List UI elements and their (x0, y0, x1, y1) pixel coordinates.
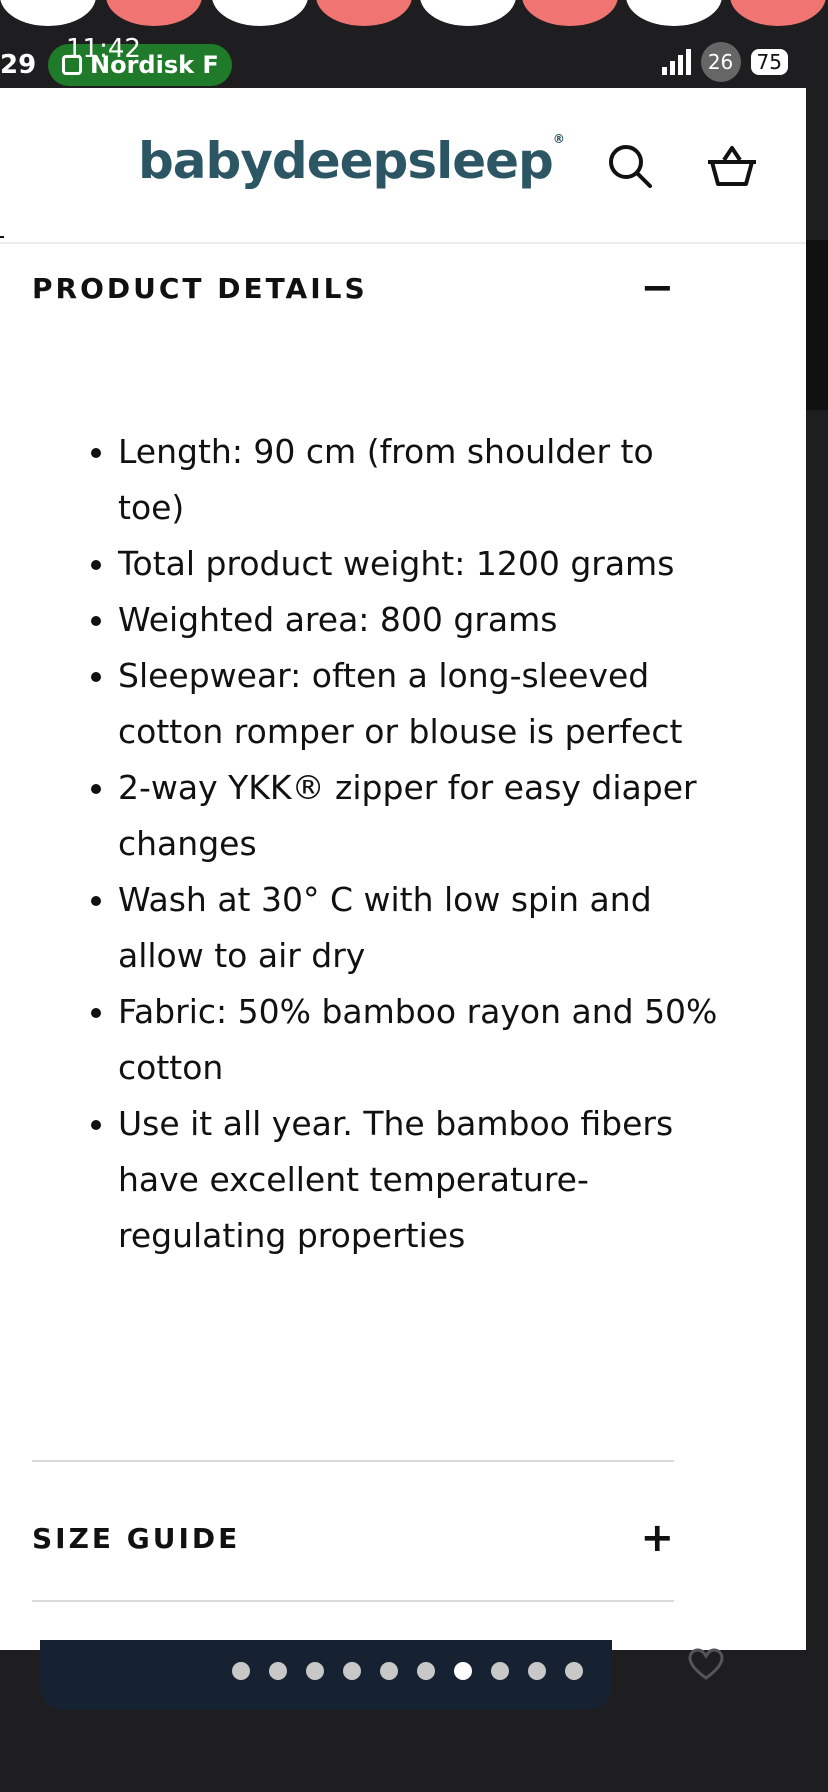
story-circle[interactable] (420, 0, 516, 26)
product-details-list (80, 424, 718, 1264)
product-details-title: PRODUCT DETAILS (32, 271, 368, 305)
carousel-dot[interactable] (491, 1662, 509, 1680)
status-clock: 11:42 (66, 34, 141, 64)
wifi-badge: 26 (701, 42, 741, 82)
list-item: • 2-way YKK® zipper for easy diaper changes (118, 760, 718, 872)
list-item: • Fabric: 50% bamboo rayon and 50% cotton (118, 984, 718, 1096)
carousel-dot[interactable] (343, 1662, 361, 1680)
list-item: • Total product weight: 1200 grams (118, 536, 718, 592)
story-circles (0, 0, 828, 26)
list-item: • Sleepwear: often a long-sleeved cotton romper or blouse is perfect (118, 648, 718, 760)
status-icons (662, 42, 788, 82)
size-guide-header[interactable] (32, 1508, 674, 1568)
logo-mark: ® (552, 132, 564, 146)
search-icon (606, 142, 654, 190)
notification-text: Nordisk F (90, 51, 219, 79)
status-bar (0, 34, 828, 90)
collapse-icon[interactable]: − (640, 265, 674, 311)
carousel-dot[interactable] (565, 1662, 583, 1680)
list-item: • Weighted area: 800 grams (118, 592, 718, 648)
basket-button[interactable] (704, 138, 760, 194)
story-circle[interactable] (106, 0, 202, 26)
list-item: • Wash at 30° C with low spin and allow to air dry (118, 872, 718, 984)
story-circle[interactable] (316, 0, 412, 26)
status-time-left: 29 (0, 50, 37, 80)
background-edge (806, 240, 828, 410)
story-circle[interactable] (522, 0, 618, 26)
carousel-dot[interactable] (454, 1662, 472, 1680)
list-item: • Use it all year. The bamboo fibers have excellent temperature-regulating properties (118, 1096, 718, 1264)
divider (32, 1600, 674, 1602)
story-circle[interactable] (626, 0, 722, 26)
size-guide-section (32, 1508, 674, 1568)
product-details-header[interactable] (32, 258, 674, 318)
divider (32, 1460, 674, 1462)
list-item: • Length: 90 cm (from shoulder to toe) (118, 424, 718, 536)
site-logo[interactable] (138, 132, 564, 190)
site-header (0, 88, 806, 244)
basket-icon (706, 142, 758, 190)
story-circle[interactable] (730, 0, 826, 26)
carousel-dots (232, 1662, 583, 1680)
product-panel (0, 88, 806, 1650)
story-circle[interactable] (212, 0, 308, 26)
carousel-dot[interactable] (269, 1662, 287, 1680)
menu-icon[interactable] (0, 236, 4, 238)
heart-icon[interactable] (688, 1648, 724, 1680)
signal-icon (662, 49, 691, 75)
carousel-dot[interactable] (380, 1662, 398, 1680)
carousel-dot[interactable] (306, 1662, 324, 1680)
size-guide-title: SIZE GUIDE (32, 1521, 241, 1555)
battery-icon: 75 (751, 49, 788, 75)
carousel-dot[interactable] (528, 1662, 546, 1680)
story-circle[interactable] (0, 0, 96, 26)
carousel-dot[interactable] (232, 1662, 250, 1680)
carousel-dot[interactable] (417, 1662, 435, 1680)
logo-text: babydeepsleep (138, 132, 553, 190)
search-button[interactable] (602, 138, 658, 194)
expand-icon[interactable]: + (640, 1515, 674, 1561)
product-details-section (32, 258, 674, 318)
